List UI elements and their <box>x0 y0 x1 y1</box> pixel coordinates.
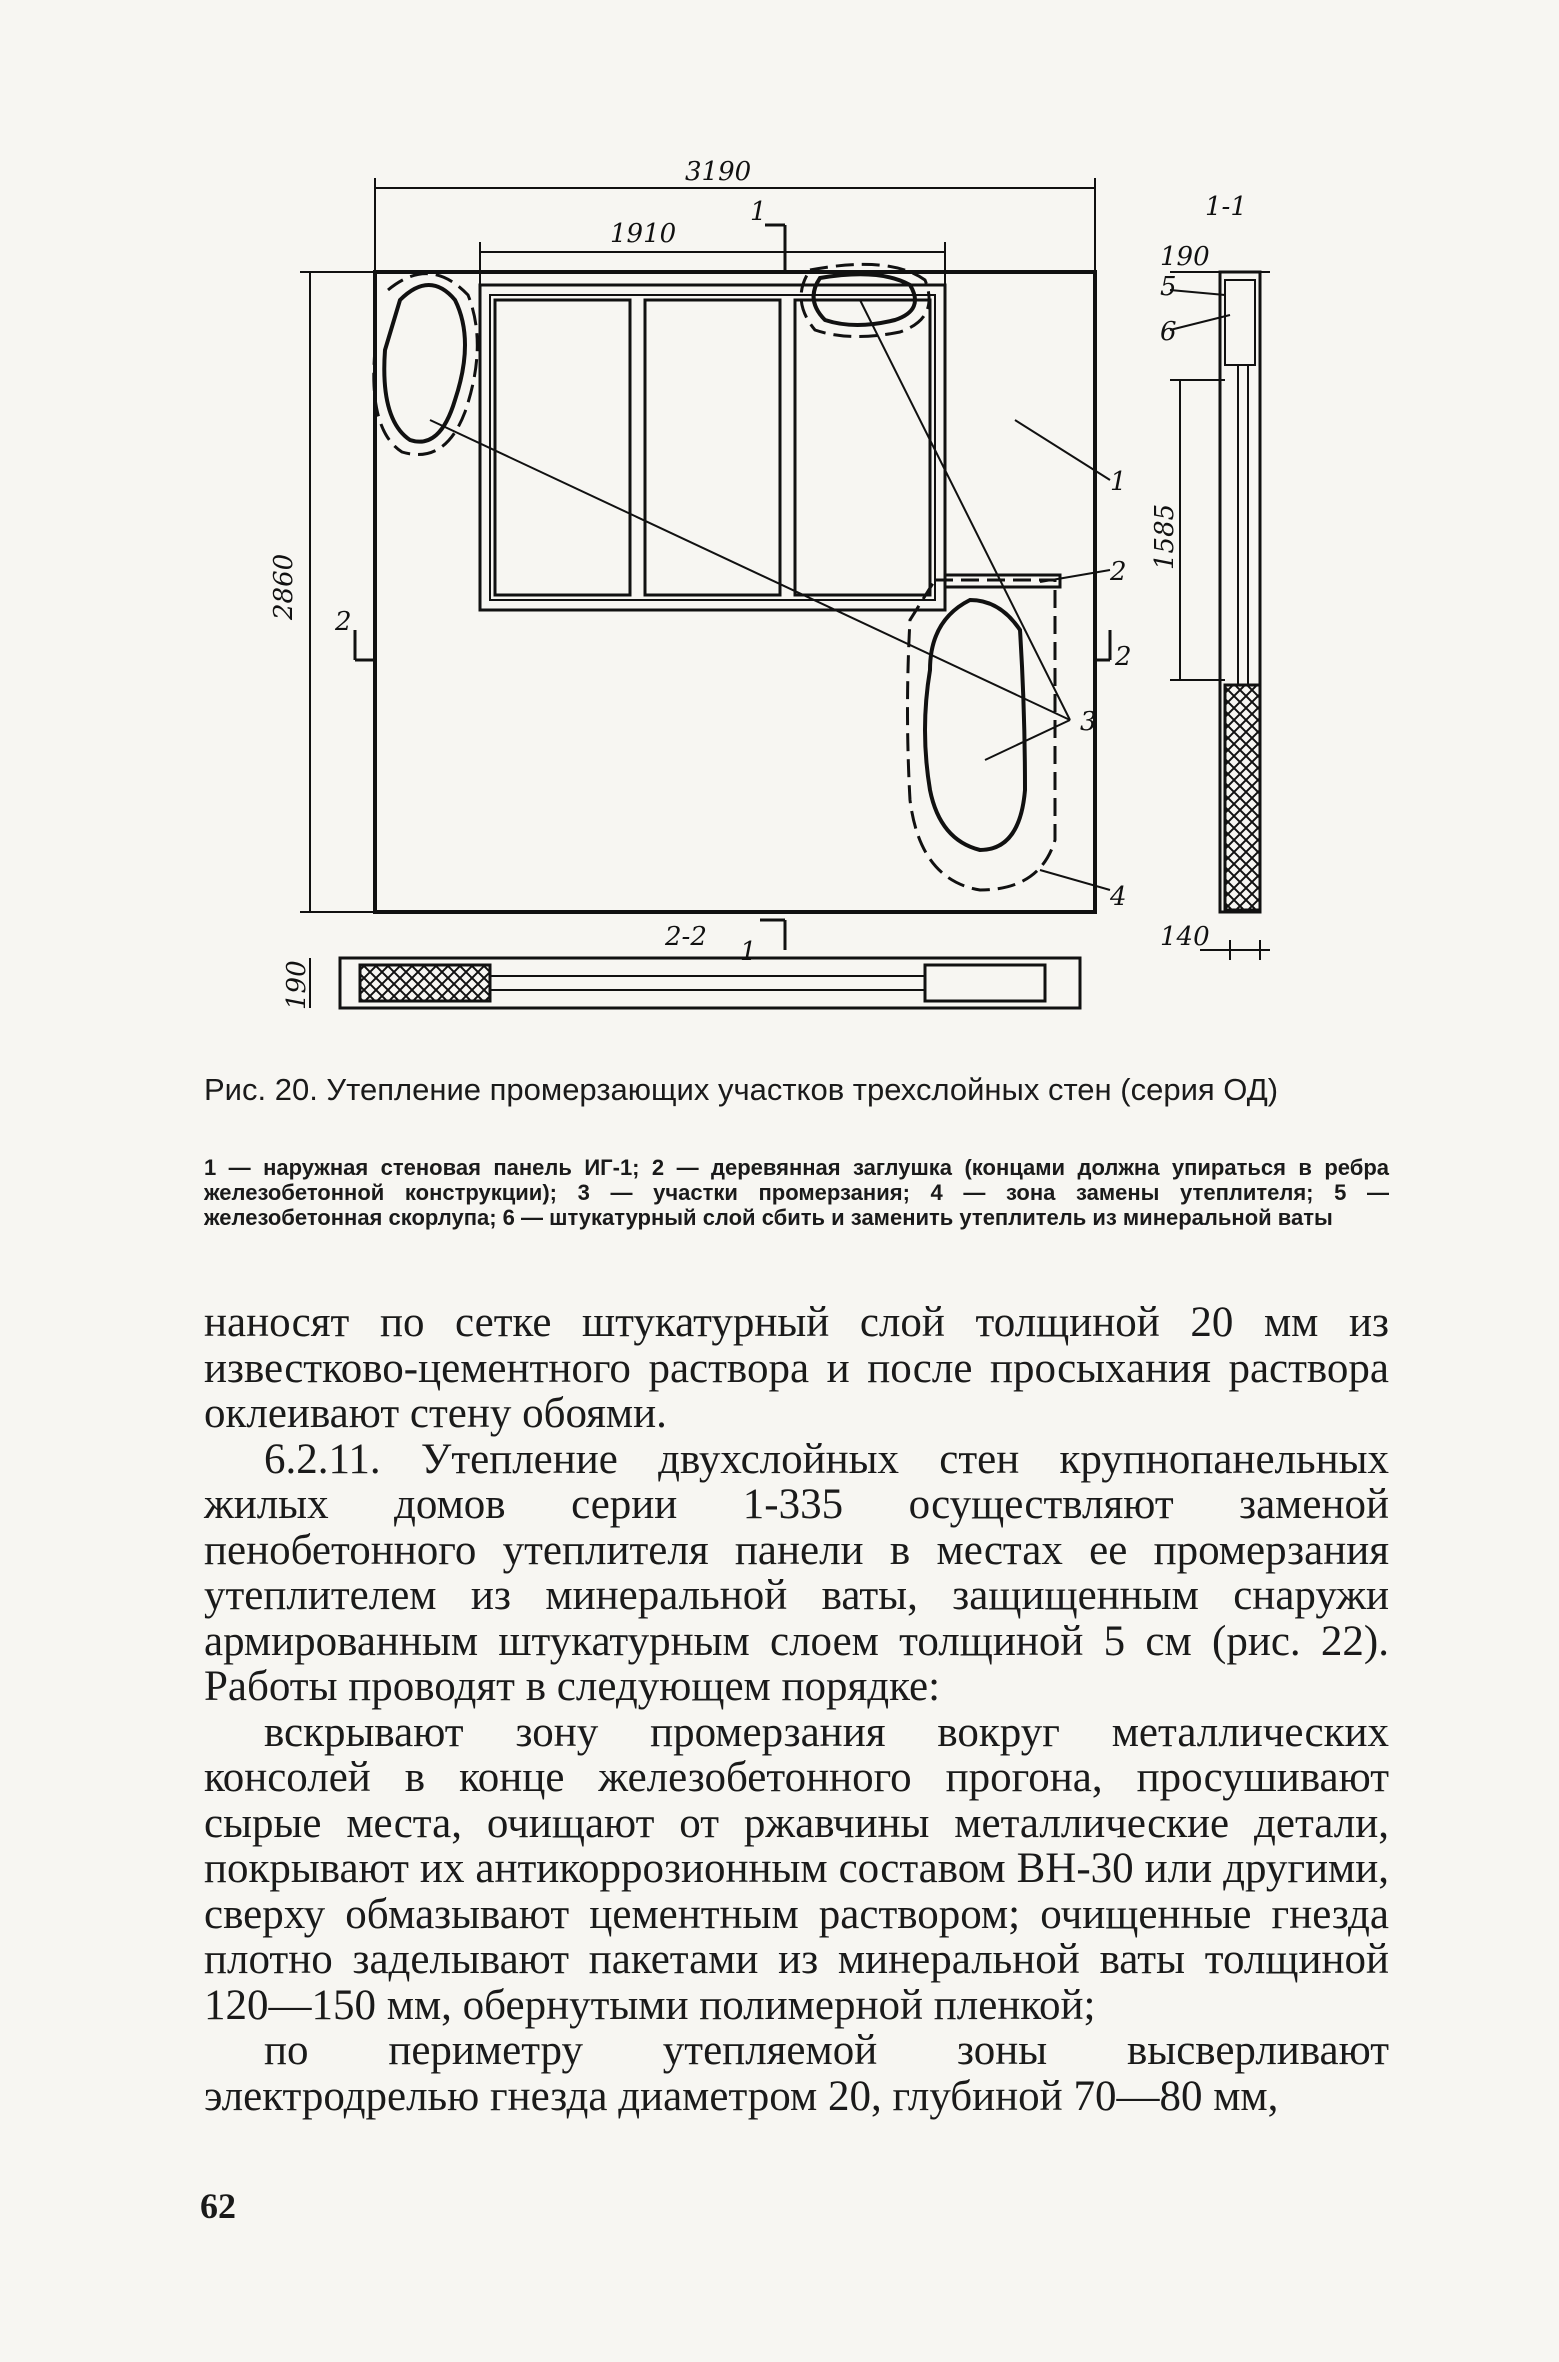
callout-3: 3 <box>1080 707 1097 737</box>
callout-5: 5 <box>1160 272 1177 302</box>
cut-1-top-label: 1 <box>750 197 767 227</box>
window-pane-middle <box>645 300 780 595</box>
section-2-2-label: 2-2 <box>665 922 707 952</box>
freezing-zone-right <box>925 600 1025 850</box>
callout-4: 4 <box>1110 882 1127 912</box>
window-pane-left <box>495 300 630 595</box>
dim-plan-thickness: 190 <box>282 960 312 1010</box>
cut-1-bottom-label: 1 <box>740 937 757 967</box>
dim-panel-width: 3190 <box>685 157 752 187</box>
figure-legend: 1 — наружная стеновая панель ИГ-1; 2 — деревянная заглушка (концами должна упираться в ребра железобетонной конструкции); 3 — участки промерзания; 4 — зона замены утеплителя; 5 — железобетонная скорлупа; 6 — штукатурный слой сбить и заменить утеплитель из минеральной ваты <box>204 1155 1389 1230</box>
callout-2: 2 <box>1110 557 1127 587</box>
window-frame <box>480 285 945 610</box>
wall-panel <box>375 272 1095 912</box>
window-pane-right <box>795 300 930 595</box>
paragraph: наносят по сетке штукатурный слой толщиной 20 мм из известково-цементного раствора и после просыхания раствора оклеивают стену обоями. <box>204 1299 1389 1437</box>
cut-2-right-label: 2 <box>1115 642 1132 672</box>
paragraph: вскрывают зону промерзания вокруг металлических консолей в конце железобетонного прогона, просушивают сырые места, очищают от ржавчины металлические детали, покрывают их антикоррозионным составом ВН-30 или другими, сверху обмазывают цементным раствором; очищенные гнезда плотно заделывают пакетами из минеральной ваты толщиной 120—150 мм, обернутыми полимерной пленкой; <box>204 1708 1389 2029</box>
paragraph: по периметру утепляемой зоны высверливают электродрелью гнезда диаметром 20, глубиной 70—80 мм, <box>204 2027 1389 2120</box>
page-number: 62 <box>200 2186 236 2226</box>
figure-20-drawing <box>269 150 1320 1050</box>
dim-window-height: 1585 <box>1150 503 1180 570</box>
dim-section-thickness-bottom: 140 <box>1160 922 1210 952</box>
freezing-zone-left <box>384 285 465 442</box>
body-text <box>204 1300 1389 2119</box>
cut-2-left-label: 2 <box>335 607 352 637</box>
dim-section-thickness-top: 190 <box>1160 242 1210 272</box>
dim-panel-height: 2860 <box>269 553 299 620</box>
panel-insulation-drawing <box>269 150 1320 1050</box>
callout-1: 1 <box>1110 467 1127 497</box>
callout-6: 6 <box>1160 317 1177 347</box>
figure-caption: Рис. 20. Утепление промерзающих участков трехслойных стен (серия ОД) <box>204 1072 1279 1107</box>
paragraph: 6.2.11. Утепление двухслойных стен крупнопанельных жилых домов серии 1-335 осуществляют заменой пенобетонного утеплителя панели в местах ее промерзания утеплителем из минеральной ваты, защищенным снаружи армированным штукатурным слоем толщиной 5 см (рис. 22). Работы проводят в следующем порядке: <box>204 1435 1389 1710</box>
dim-window-width: 1910 <box>610 219 677 249</box>
section-1-1-label: 1-1 <box>1205 192 1247 222</box>
